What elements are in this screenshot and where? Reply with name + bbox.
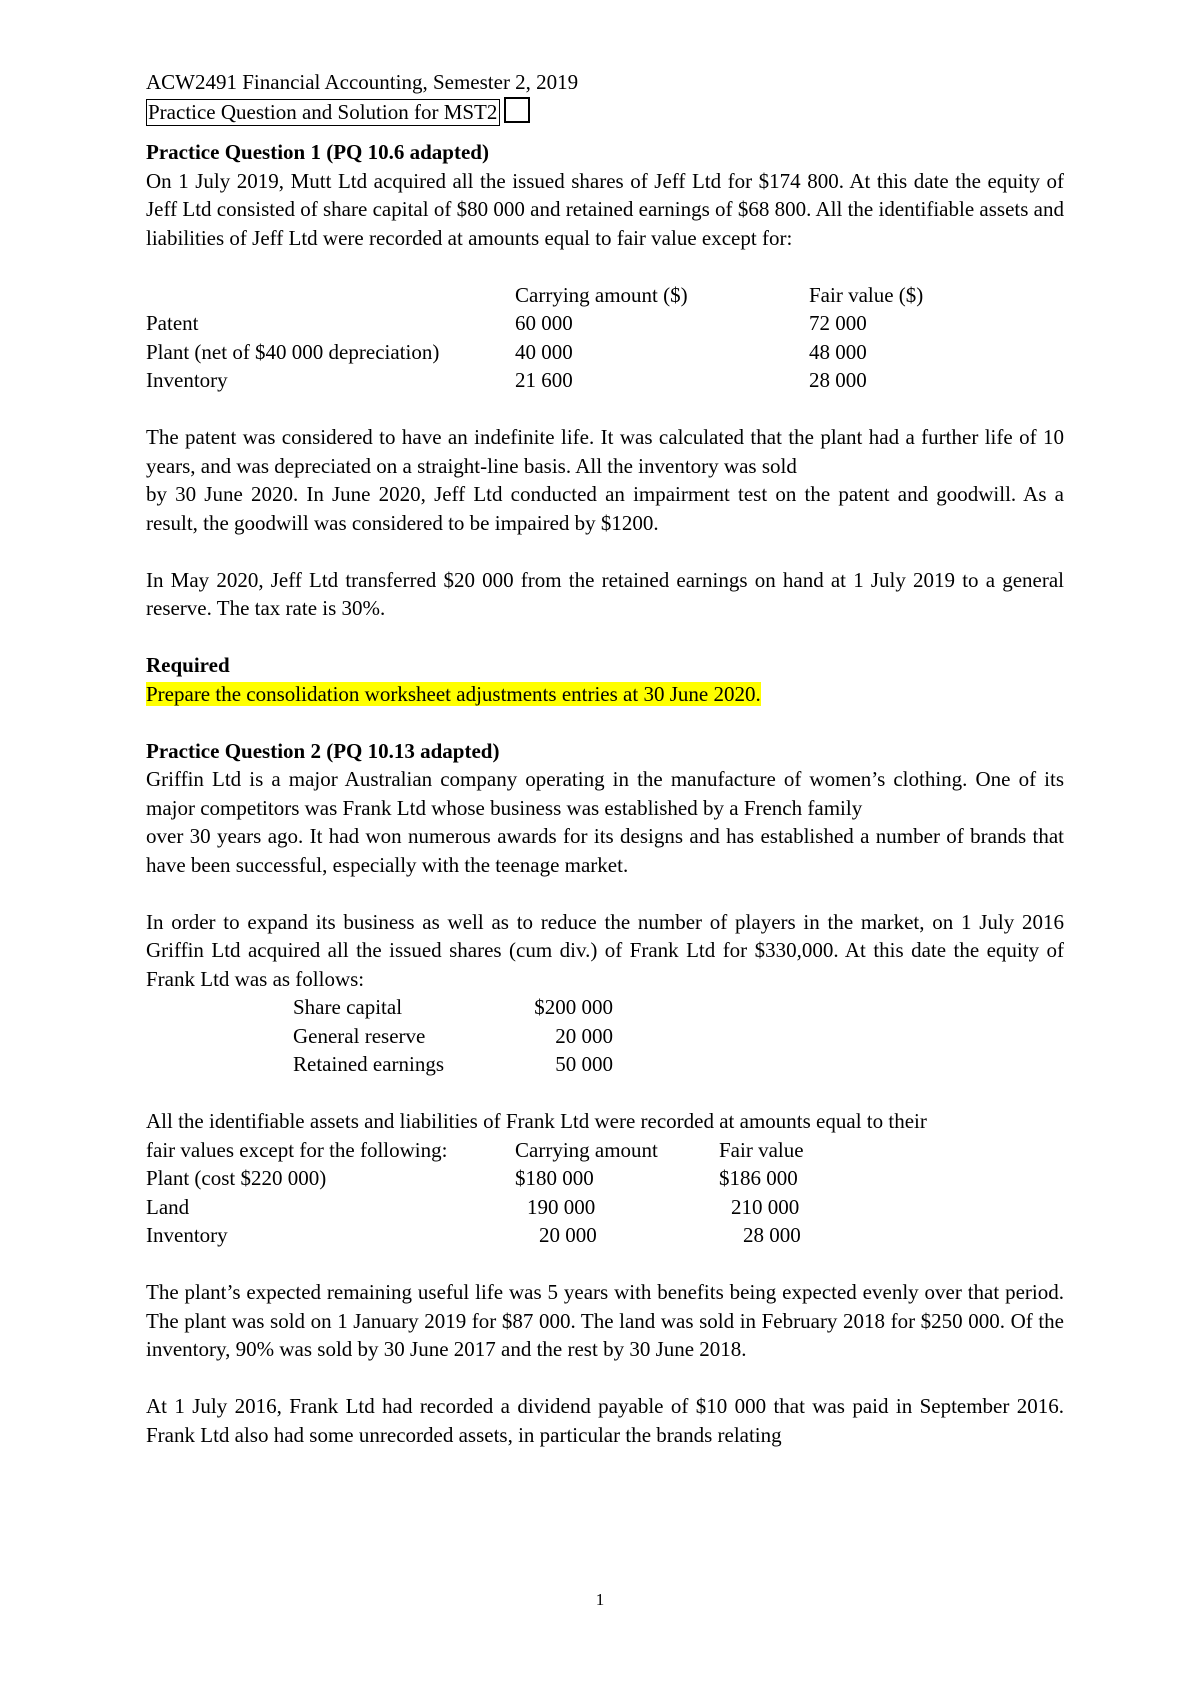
- q1-para1: On 1 July 2019, Mutt Ltd acquired all the issued shares of Jeff Ltd for $174 800. At this date the equity of Jeff Ltd consisted of share capital of $80 000 and retained earnings of $68 800. All the identifiable assets and liabilities of Jeff Ltd were recorded at amounts equal to fair value except for:: [146, 168, 1064, 250]
- q2-para1a: Griffin Ltd is a major Australian company operating in the manufacture of women’s clothing. One of its major competitors was Frank Ltd whose business was established by a French family: [146, 767, 1064, 820]
- table-cell: 210 000: [731, 1194, 800, 1219]
- table-row: [146, 366, 923, 395]
- table-cell: Patent: [146, 311, 199, 335]
- q2-heading: Practice Question 2 (PQ 10.13 adapted): [146, 738, 500, 763]
- table-row: [146, 1221, 903, 1250]
- table-header-row: [146, 281, 923, 310]
- required-text: Prepare the consolidation worksheet adjustments entries at 30 June 2020.: [146, 681, 761, 706]
- table-cell: $200 000: [534, 995, 613, 1019]
- table-row: [293, 1022, 613, 1051]
- table-cell: 21 600: [515, 368, 573, 392]
- table-cell: fair values except for the following:: [146, 1137, 448, 1162]
- table-row: [293, 993, 613, 1022]
- q1-heading: Practice Question 1 (PQ 10.6 adapted): [146, 140, 489, 164]
- table-cell: $186 000: [719, 1166, 798, 1190]
- course-line: ACW2491 Financial Accounting, Semester 2, 2019: [146, 70, 579, 94]
- q2-para4: The plant’s expected remaining useful life was 5 years with benefits being expected evenly over that period. The plant was sold on 1 January 2019 for $87 000. The land was sold in February 2018 for $250 000. Of the inventory, 90% was sold by 30 June 2017 and the rest by 30 June 2018.: [146, 1280, 1064, 1361]
- q1-table: [146, 281, 923, 395]
- table-row: [146, 1193, 903, 1222]
- checkbox-icon: [504, 97, 530, 123]
- table-header: Fair value ($): [809, 282, 924, 307]
- table-cell: 28 000: [809, 368, 867, 392]
- subtitle-box: Practice Question and Solution for MST2: [146, 99, 500, 126]
- table-cell: Share capital: [293, 995, 403, 1019]
- table-row: [293, 1050, 613, 1079]
- table-cell: 48 000: [809, 339, 867, 364]
- page-number: 1: [595, 1590, 605, 1609]
- table-header: Fair value: [719, 1137, 804, 1162]
- table-cell: $180 000: [515, 1166, 594, 1190]
- q1-para2b: by 30 June 2020. In June 2020, Jeff Ltd conducted an impairment test on the patent and goodwill. As a result, the goodwill was considered to be impaired by $1200.: [146, 482, 1064, 535]
- required-label: Required: [146, 653, 230, 677]
- q2-para1b: over 30 years ago. It had won numerous awards for its designs and has established a number of brands that have been successful, especially with the teenage market.: [146, 824, 1064, 877]
- table-cell: 28 000: [743, 1223, 801, 1247]
- table-cell: Retained earnings: [293, 1052, 445, 1076]
- subtitle-row: [146, 97, 1064, 127]
- table-cell: 190 000: [527, 1194, 596, 1219]
- table-header: [146, 281, 515, 310]
- table-header: Carrying amount: [515, 1137, 658, 1162]
- table-header-row: [146, 1136, 903, 1165]
- table-cell: 20 000: [539, 1223, 597, 1247]
- table-cell: 50 000: [555, 1052, 613, 1076]
- table-cell: Plant (net of $40 000 depreciation): [146, 339, 440, 364]
- table-cell: 20 000: [555, 1023, 613, 1048]
- q2-para3a: All the identifiable assets and liabilities of Frank Ltd were recorded at amounts equal to their: [146, 1109, 927, 1133]
- table-cell: 60 000: [515, 311, 573, 335]
- q2-para2: In order to expand its business as well as to reduce the number of players in the market, on 1 July 2016 Griffin Ltd acquired all the issued shares (cum div.) of Frank Ltd for $330,000. At this date the equity of Frank Ltd was as follows:: [146, 909, 1064, 991]
- table-row: [146, 338, 923, 367]
- table-cell: Land: [146, 1194, 190, 1219]
- table-row: [146, 309, 923, 338]
- table-cell: 72 000: [809, 311, 867, 335]
- table-cell: General reserve: [293, 1023, 426, 1048]
- table-cell: 40 000: [515, 339, 573, 364]
- table-cell: Inventory: [146, 368, 228, 392]
- table-cell: Inventory: [146, 1223, 228, 1247]
- q2-table: [146, 1136, 903, 1250]
- table-cell: Plant (cost $220 000): [146, 1166, 327, 1190]
- q2-para5: At 1 July 2016, Frank Ltd had recorded a dividend payable of $10 000 that was paid in September 2016. Frank Ltd also had some unrecorded assets, in particular the brands relating: [146, 1394, 1064, 1447]
- table-header: Carrying amount ($): [515, 282, 688, 307]
- required-text-row: [146, 680, 1064, 709]
- q1-para2a: The patent was considered to have an indefinite life. It was calculated that the plant had a further life of 10 years, and was depreciated on a straight-line basis. All the inventory was sold: [146, 425, 1064, 478]
- table-row: [146, 1164, 903, 1193]
- equity-table: [293, 993, 613, 1079]
- page-content: [146, 68, 1064, 1449]
- q1-para3: In May 2020, Jeff Ltd transferred $20 000 from the retained earnings on hand at 1 July 2019 to a general reserve. The tax rate is 30%.: [146, 567, 1064, 620]
